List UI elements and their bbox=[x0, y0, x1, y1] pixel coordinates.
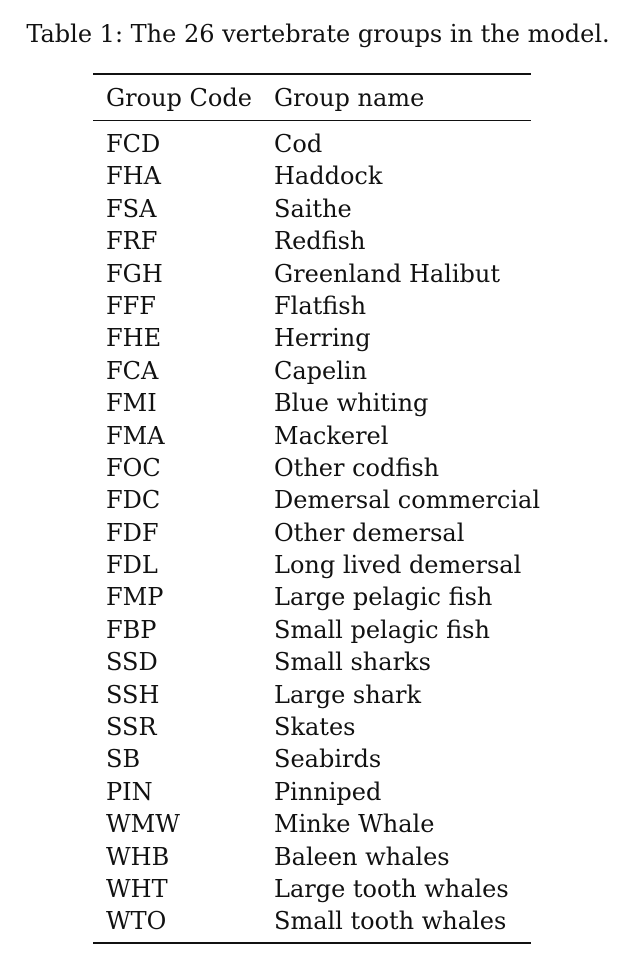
group-code-cell: FBP bbox=[106, 615, 157, 644]
group-code-cell: SSH bbox=[106, 680, 160, 709]
group-code-cell: FHE bbox=[106, 324, 162, 353]
group-code-cell: SB bbox=[106, 745, 141, 774]
group-name-cell: Large tooth whales bbox=[274, 874, 509, 903]
group-name-cell: Pinniped bbox=[274, 777, 382, 806]
group-name-cell: Herring bbox=[274, 324, 371, 353]
table-row bbox=[0, 420, 636, 452]
group-name-cell: Greenland Halibut bbox=[274, 259, 500, 288]
table-row bbox=[0, 873, 636, 905]
table-row bbox=[0, 387, 636, 419]
group-name-cell: Large pelagic fish bbox=[274, 583, 493, 612]
header-row bbox=[0, 80, 636, 116]
group-code-cell: SSR bbox=[106, 713, 157, 742]
group-code-cell: WMW bbox=[106, 810, 180, 839]
group-code-cell: FFF bbox=[106, 291, 156, 320]
table-row bbox=[0, 841, 636, 873]
group-name-cell: Other codfish bbox=[274, 453, 440, 482]
table-caption: Table 1: The 26 vertebrate groups in the model. bbox=[26, 20, 610, 48]
group-name-cell: Capelin bbox=[274, 356, 368, 385]
table-row bbox=[0, 484, 636, 516]
group-name-cell: Cod bbox=[274, 130, 323, 158]
group-code-cell: PIN bbox=[106, 777, 153, 806]
group-code-cell: FOC bbox=[106, 453, 161, 482]
table-row bbox=[0, 808, 636, 840]
group-code-cell: FSA bbox=[106, 194, 157, 223]
group-code-cell: FMP bbox=[106, 583, 164, 612]
group-code-cell: FMA bbox=[106, 421, 165, 450]
table-row bbox=[0, 290, 636, 322]
group-code-cell: FMI bbox=[106, 389, 157, 418]
group-name-cell: Mackerel bbox=[274, 421, 389, 450]
header-group-code: Group Code bbox=[106, 84, 252, 112]
header-rule bbox=[93, 120, 531, 121]
group-name-cell: Minke Whale bbox=[274, 810, 435, 839]
table-row bbox=[0, 905, 636, 937]
group-name-cell: Demersal commercial bbox=[274, 486, 540, 515]
group-code-cell: FCA bbox=[106, 356, 159, 385]
group-name-cell: Other demersal bbox=[274, 518, 465, 547]
table-row bbox=[0, 193, 636, 225]
group-code-cell: WHT bbox=[106, 874, 168, 903]
table-row bbox=[0, 225, 636, 257]
table-row bbox=[0, 776, 636, 808]
table-row bbox=[0, 614, 636, 646]
top-rule bbox=[93, 73, 531, 75]
group-name-cell: Flatfish bbox=[274, 291, 367, 320]
group-name-cell: Large shark bbox=[274, 680, 422, 709]
table-row bbox=[0, 160, 636, 192]
header-group-name: Group name bbox=[274, 84, 425, 112]
table-row bbox=[0, 517, 636, 549]
table-row bbox=[0, 581, 636, 613]
group-name-cell: Baleen whales bbox=[274, 842, 450, 871]
group-name-cell: Small pelagic fish bbox=[274, 615, 490, 644]
table-row bbox=[0, 549, 636, 581]
group-code-cell: FDL bbox=[106, 551, 158, 580]
group-code-cell: FDF bbox=[106, 518, 159, 547]
group-name-cell: Small sharks bbox=[274, 648, 431, 677]
table-row bbox=[0, 679, 636, 711]
bottom-rule bbox=[93, 942, 531, 944]
group-name-cell: Redfish bbox=[274, 227, 366, 256]
table-row bbox=[0, 743, 636, 775]
group-name-cell: Skates bbox=[274, 713, 356, 742]
group-code-cell: FRF bbox=[106, 227, 158, 256]
table-row bbox=[0, 322, 636, 354]
group-name-cell: Blue whiting bbox=[274, 389, 429, 418]
group-code-cell: FDC bbox=[106, 486, 161, 515]
group-name-cell: Saithe bbox=[274, 194, 352, 223]
group-code-cell: FGH bbox=[106, 259, 163, 288]
group-code-cell: FCD bbox=[106, 130, 161, 158]
table-body bbox=[0, 128, 636, 938]
table-row bbox=[0, 128, 636, 160]
group-code-cell: SSD bbox=[106, 648, 158, 677]
group-code-cell: WHB bbox=[106, 842, 170, 871]
group-name-cell: Haddock bbox=[274, 162, 383, 191]
group-name-cell: Long lived demersal bbox=[274, 551, 522, 580]
table-row bbox=[0, 711, 636, 743]
table-row bbox=[0, 258, 636, 290]
table-row bbox=[0, 355, 636, 387]
group-code-cell: WTO bbox=[106, 907, 167, 936]
table-row bbox=[0, 646, 636, 678]
group-name-cell: Seabirds bbox=[274, 745, 382, 774]
group-name-cell: Small tooth whales bbox=[274, 907, 507, 936]
group-code-cell: FHA bbox=[106, 162, 161, 191]
table-row bbox=[0, 452, 636, 484]
